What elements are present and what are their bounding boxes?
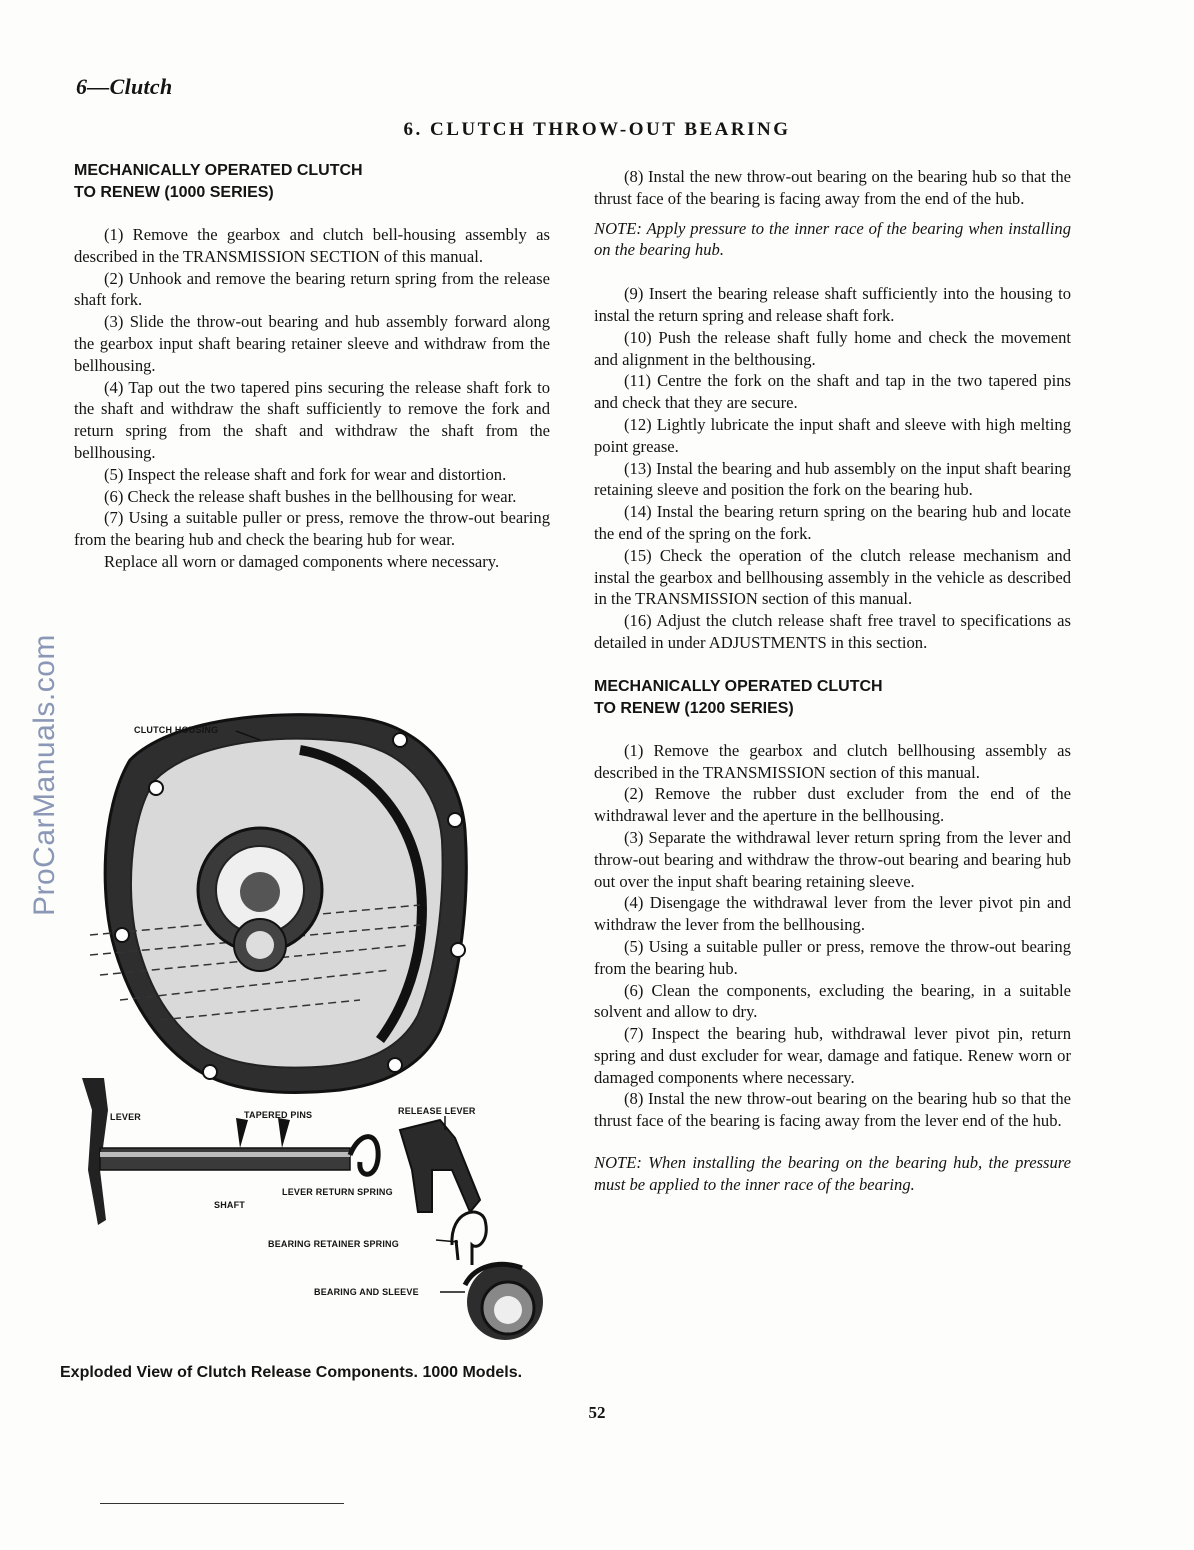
step: (13) Instal the bearing and hub assembly on the input shaft bearing retaining sleeve and position the fork on the bearing hub. xyxy=(594,458,1071,500)
step: (7) Inspect the bearing hub, withdrawal lever pivot pin, return spring and dust excluder for wear, damage and fatique. Renew worn or damaged components where necessary. xyxy=(594,1024,1071,1087)
step: (16) Adjust the clutch release shaft free travel to specifications as detailed in under ADJUSTMENTS in this section. xyxy=(594,611,1071,652)
label-bearing-and-sleeve: BEARING AND SLEEVE xyxy=(314,1287,419,1297)
label-lever: LEVER xyxy=(110,1112,142,1122)
step: (4) Disengage the withdrawal lever from the lever pivot pin and withdraw the lever from the bellhousing. xyxy=(594,893,1071,935)
step: (3) Slide the throw-out bearing and hub assembly forward along the gearbox input shaft bearing retainer sleeve and withdraw from the bellhousing. xyxy=(74,312,550,375)
step: (5) Using a suitable puller or press, remove the throw-out bearing from the bearing hub. xyxy=(594,936,1071,978)
step: (8) Instal the new throw-out bearing on the bearing hub so that the thrust face of the bearing is facing away from the end of the hub. xyxy=(594,167,1071,208)
step: (1) Remove the gearbox and clutch bell-housing assembly as described in the TRANSMISSION SECTION of this manual. xyxy=(74,225,550,266)
step: (7) Using a suitable puller or press, remove the throw-out bearing from the bearing hub and check the bearing hub for wear. xyxy=(74,508,550,550)
step: (3) Separate the withdrawal lever return spring from the lever and throw-out bearing and withdraw the throw-out bearing and bearing hub out over the input shaft bearing retaining sleeve. xyxy=(594,827,1071,891)
step: (6) Check the release shaft bushes in the bellhousing for wear. xyxy=(104,486,517,506)
step: (5) Inspect the release shaft and fork for wear and distortion. xyxy=(104,464,507,484)
section-title: 6. CLUTCH THROW-OUT BEARING xyxy=(403,119,791,140)
running-head: 6—Clutch xyxy=(76,74,173,99)
right-column xyxy=(594,166,1071,1218)
step: (6) Clean the components, excluding the bearing, in a suitable solvent and allow to dry. xyxy=(594,980,1071,1022)
right-heading-line2: TO RENEW (1200 SERIES) xyxy=(594,699,794,717)
step: (1) Remove the gearbox and clutch bellhousing assembly as described in the TRANSMISSION section of this manual. xyxy=(594,740,1071,782)
step: Replace all worn or damaged components where necessary. xyxy=(104,551,500,571)
left-column xyxy=(74,160,550,573)
label-release-lever: RELEASE LEVER xyxy=(398,1106,476,1116)
right-heading xyxy=(594,676,1071,720)
step: (9) Insert the bearing release shaft sufficiently into the housing to instal the return spring and release shaft fork. xyxy=(594,284,1071,325)
right-heading-line1: MECHANICALLY OPERATED CLUTCH xyxy=(594,677,883,695)
clutch-diagram xyxy=(60,700,550,1360)
shaft-shape xyxy=(100,1148,350,1170)
note: NOTE: When installing the bearing on the bearing hub, the pressure must be applied to the inner race of the bearing. xyxy=(594,1153,1071,1194)
step: (10) Push the release shaft fully home and check the movement and alignment in the belthousing. xyxy=(594,327,1071,369)
step: (12) Lightly lubricate the input shaft and sleeve with high melting point grease. xyxy=(594,414,1071,456)
step: (14) Instal the bearing return spring on the bearing hub and locate the end of the spring on the fork. xyxy=(594,502,1071,543)
step: (15) Check the operation of the clutch release mechanism and instal the gearbox and bellhousing assembly in the vehicle as described in the TRANSMISSION section of this manual. xyxy=(594,545,1071,609)
step: (11) Centre the fork on the shaft and tap in the two tapered pins and check that they are secure. xyxy=(594,371,1071,413)
step: (4) Tap out the two tapered pins securing the release shaft fork to the shaft and withdraw the shaft sufficiently to remove the fork and return spring from the shaft and withdraw the shaft from the bellhousing. xyxy=(74,377,550,462)
left-heading-line2: TO RENEW (1000 SERIES) xyxy=(74,184,274,201)
bearing-and-sleeve-shape xyxy=(465,1264,543,1340)
tapered-pins-shape xyxy=(236,1118,290,1148)
left-heading-line1: MECHANICALLY OPERATED CLUTCH xyxy=(74,162,363,179)
exploded-view-figure xyxy=(60,700,550,1360)
figure-caption: Exploded View of Clutch Release Components. 1000 Models. xyxy=(60,1364,523,1381)
label-tapered-pins: TAPERED PINS xyxy=(244,1110,313,1120)
release-lever-shape xyxy=(400,1120,480,1212)
step: (2) Unhook and remove the bearing return spring from the release shaft fork. xyxy=(74,268,550,310)
page-number: 52 xyxy=(588,1403,606,1422)
step: (2) Remove the rubber dust excluder from the end of the withdrawal lever and the aperture in the bellhousing. xyxy=(594,784,1071,826)
label-lever-return-spring: LEVER RETURN SPRING xyxy=(282,1187,393,1197)
label-bearing-retainer-spring: BEARING RETAINER SPRING xyxy=(268,1239,399,1249)
watermark: ProCarManuals.com xyxy=(28,634,61,916)
step: (8) Instal the new throw-out bearing on the bearing hub so that the thrust face of the bearing is facing away from the lever end of the hub. xyxy=(594,1089,1071,1131)
left-heading xyxy=(74,160,550,204)
return-spring-shape xyxy=(350,1137,378,1175)
footer-rule xyxy=(100,1503,344,1504)
label-clutch-housing: CLUTCH HOUSING xyxy=(134,725,219,735)
note: NOTE: Apply pressure to the inner race of the bearing when installing on the bearing hub. xyxy=(594,218,1071,260)
label-shaft: SHAFT xyxy=(214,1200,245,1210)
